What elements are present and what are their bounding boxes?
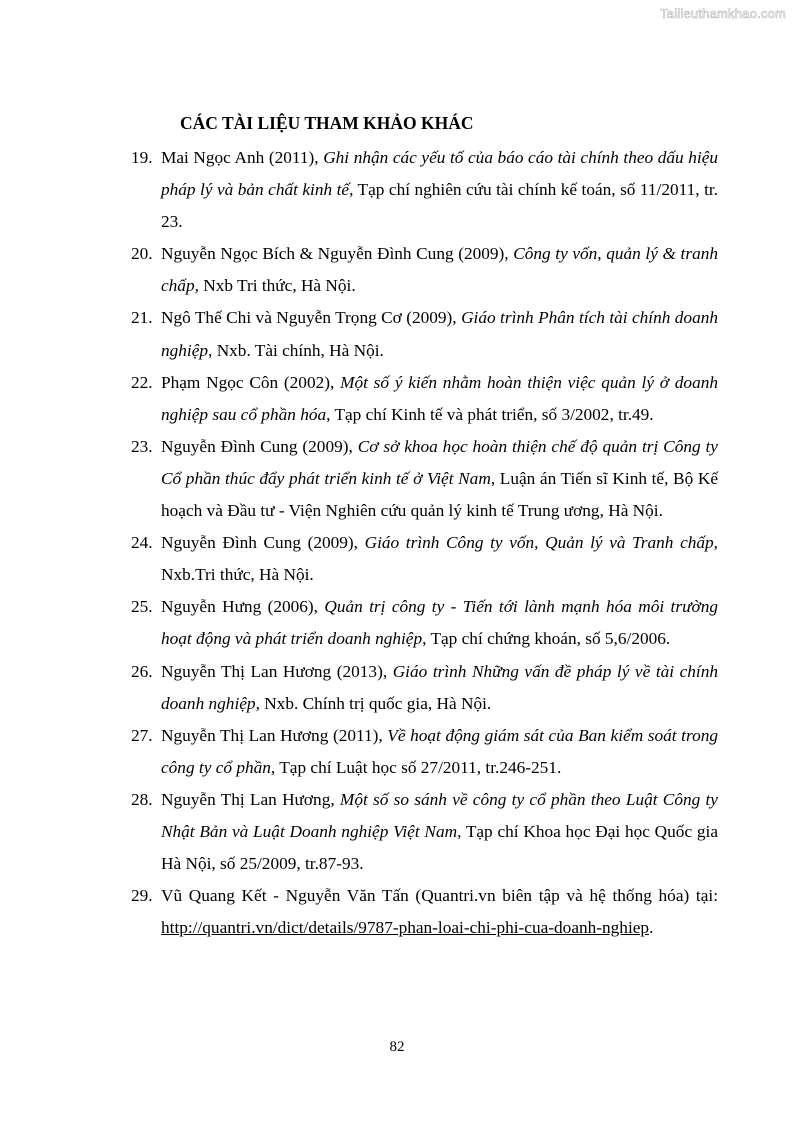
reference-number: 24. (131, 533, 153, 553)
reference-author: Ngô Thế Chi và Nguyễn Trọng Cơ (2009), (161, 308, 462, 328)
reference-author: Nguyễn Ngọc Bích & Nguyễn Đình Cung (2009), (161, 244, 514, 264)
reference-number: 19. (131, 148, 153, 167)
reference-item (131, 142, 719, 238)
reference-title: Về hoạt động giám sát của Ban kiểm soát trong công ty cổ phần, (161, 725, 718, 777)
reference-details: , Tạp chí nghiên cứu tài chính kế toán, số 11/2011, tr. 23. (161, 180, 718, 232)
reference-number: 22. (131, 372, 153, 392)
reference-title: Giáo trình Phân tích tài chính doanh nghiệp (161, 308, 718, 360)
reference-item (131, 238, 718, 302)
reference-number: 27. (131, 725, 153, 745)
reference-item (131, 527, 718, 591)
reference-author: Mai Ngọc Anh (2011), (161, 148, 324, 167)
reference-details: Tạp chí Luật học số 27/2011, tr.246-251. (275, 757, 562, 777)
reference-list (0, 142, 794, 944)
reference-item (131, 302, 718, 366)
reference-title: Công ty vốn, quản lý & tranh chấp, (161, 244, 718, 296)
reference-author: Nguyễn Thị Lan Hương (2011), (161, 725, 388, 745)
reference-author: Nguyễn Đình Cung (2009), (161, 533, 365, 553)
reference-item (131, 431, 718, 527)
reference-number: 21. (131, 308, 153, 328)
page-number: 82 (389, 1039, 405, 1055)
reference-details: , Nxb.Tri thức, Hà Nội. (161, 533, 718, 585)
reference-author: Nguyễn Thị Lan Hương (2013), (161, 661, 393, 681)
section-heading: CÁC TÀI LIỆU THAM KHẢO KHÁC (180, 113, 474, 133)
reference-item (131, 784, 718, 880)
reference-number: 28. (131, 789, 153, 809)
reference-title: Một số ý kiến nhằm hoàn thiện việc quản lý ở doanh nghiệp sau cổ phần hóa (161, 372, 718, 424)
reference-link[interactable]: http://quantri.vn/dict/details/9787-phan-loai-chi-phi-cua-doanh-nghiep (161, 918, 650, 938)
reference-author: Nguyễn Thị Lan Hương, (161, 789, 340, 809)
reference-item (131, 720, 718, 784)
reference-details: , Nxb. Tài chính, Hà Nội. (208, 340, 384, 360)
reference-title: Giáo trình Những vấn đề pháp lý về tài chính doanh nghiệp (161, 661, 719, 713)
reference-title: Một số so sánh về công ty cổ phần theo Luật Công ty Nhật Bản và Luật Doanh nghiệp Việt Nam (161, 789, 718, 841)
reference-title: Ghi nhận các yếu tố của báo cáo tài chính theo dấu hiệu pháp lý và bản chất kinh tế (161, 148, 719, 200)
reference-author: Phạm Ngọc Côn (2002), (161, 372, 341, 392)
reference-number: 29. (131, 886, 153, 906)
reference-details: . (649, 918, 654, 938)
reference-details: , Luận án Tiến sĩ Kinh tế, Bộ Kế hoạch và Đầu tư - Viện Nghiên cứu quản lý kinh tế Trung ương, Hà Nội. (161, 468, 718, 521)
reference-details: , Nxb. Chính trị quốc gia, Hà Nội. (255, 693, 492, 713)
reference-author: Vũ Quang Kết - Nguyễn Văn Tấn (Quantri.vn biên tập và hệ thống hóa) tại: (161, 886, 718, 906)
reference-title: Cơ sở khoa học hoàn thiện chế độ quản trị Công ty Cổ phần thúc đẩy phát triển kinh tế ở Việt Nam (161, 436, 718, 488)
reference-author: Nguyễn Đình Cung (2009), (161, 436, 358, 456)
reference-item (131, 656, 719, 720)
reference-item (131, 880, 718, 944)
watermark: Tailieuthamkhao.com (660, 6, 786, 21)
reference-author: Nguyễn Hưng (2006), (161, 597, 325, 617)
reference-title: Giáo trình Công ty vốn, Quản lý và Tranh chấp (364, 533, 714, 553)
reference-number: 23. (131, 436, 153, 456)
reference-details: , Tạp chí chứng khoán, số 5,6/2006. (422, 629, 671, 649)
reference-number: 26. (131, 661, 153, 681)
reference-item (131, 591, 719, 655)
reference-title: Quản trị công ty - Tiến tới lành mạnh hóa môi trường hoạt động và phát triển doanh nghiệp (161, 597, 719, 649)
reference-details: , Tạp chí Kinh tế và phát triển, số 3/2002, tr.49. (326, 404, 654, 424)
reference-number: 20. (131, 244, 153, 264)
reference-number: 25. (131, 597, 153, 617)
reference-details: Nxb Tri thức, Hà Nội. (198, 276, 356, 296)
reference-details: , Tạp chí Khoa học Đại học Quốc gia Hà Nội, số 25/2009, tr.87-93. (161, 821, 718, 874)
reference-item (131, 367, 718, 431)
